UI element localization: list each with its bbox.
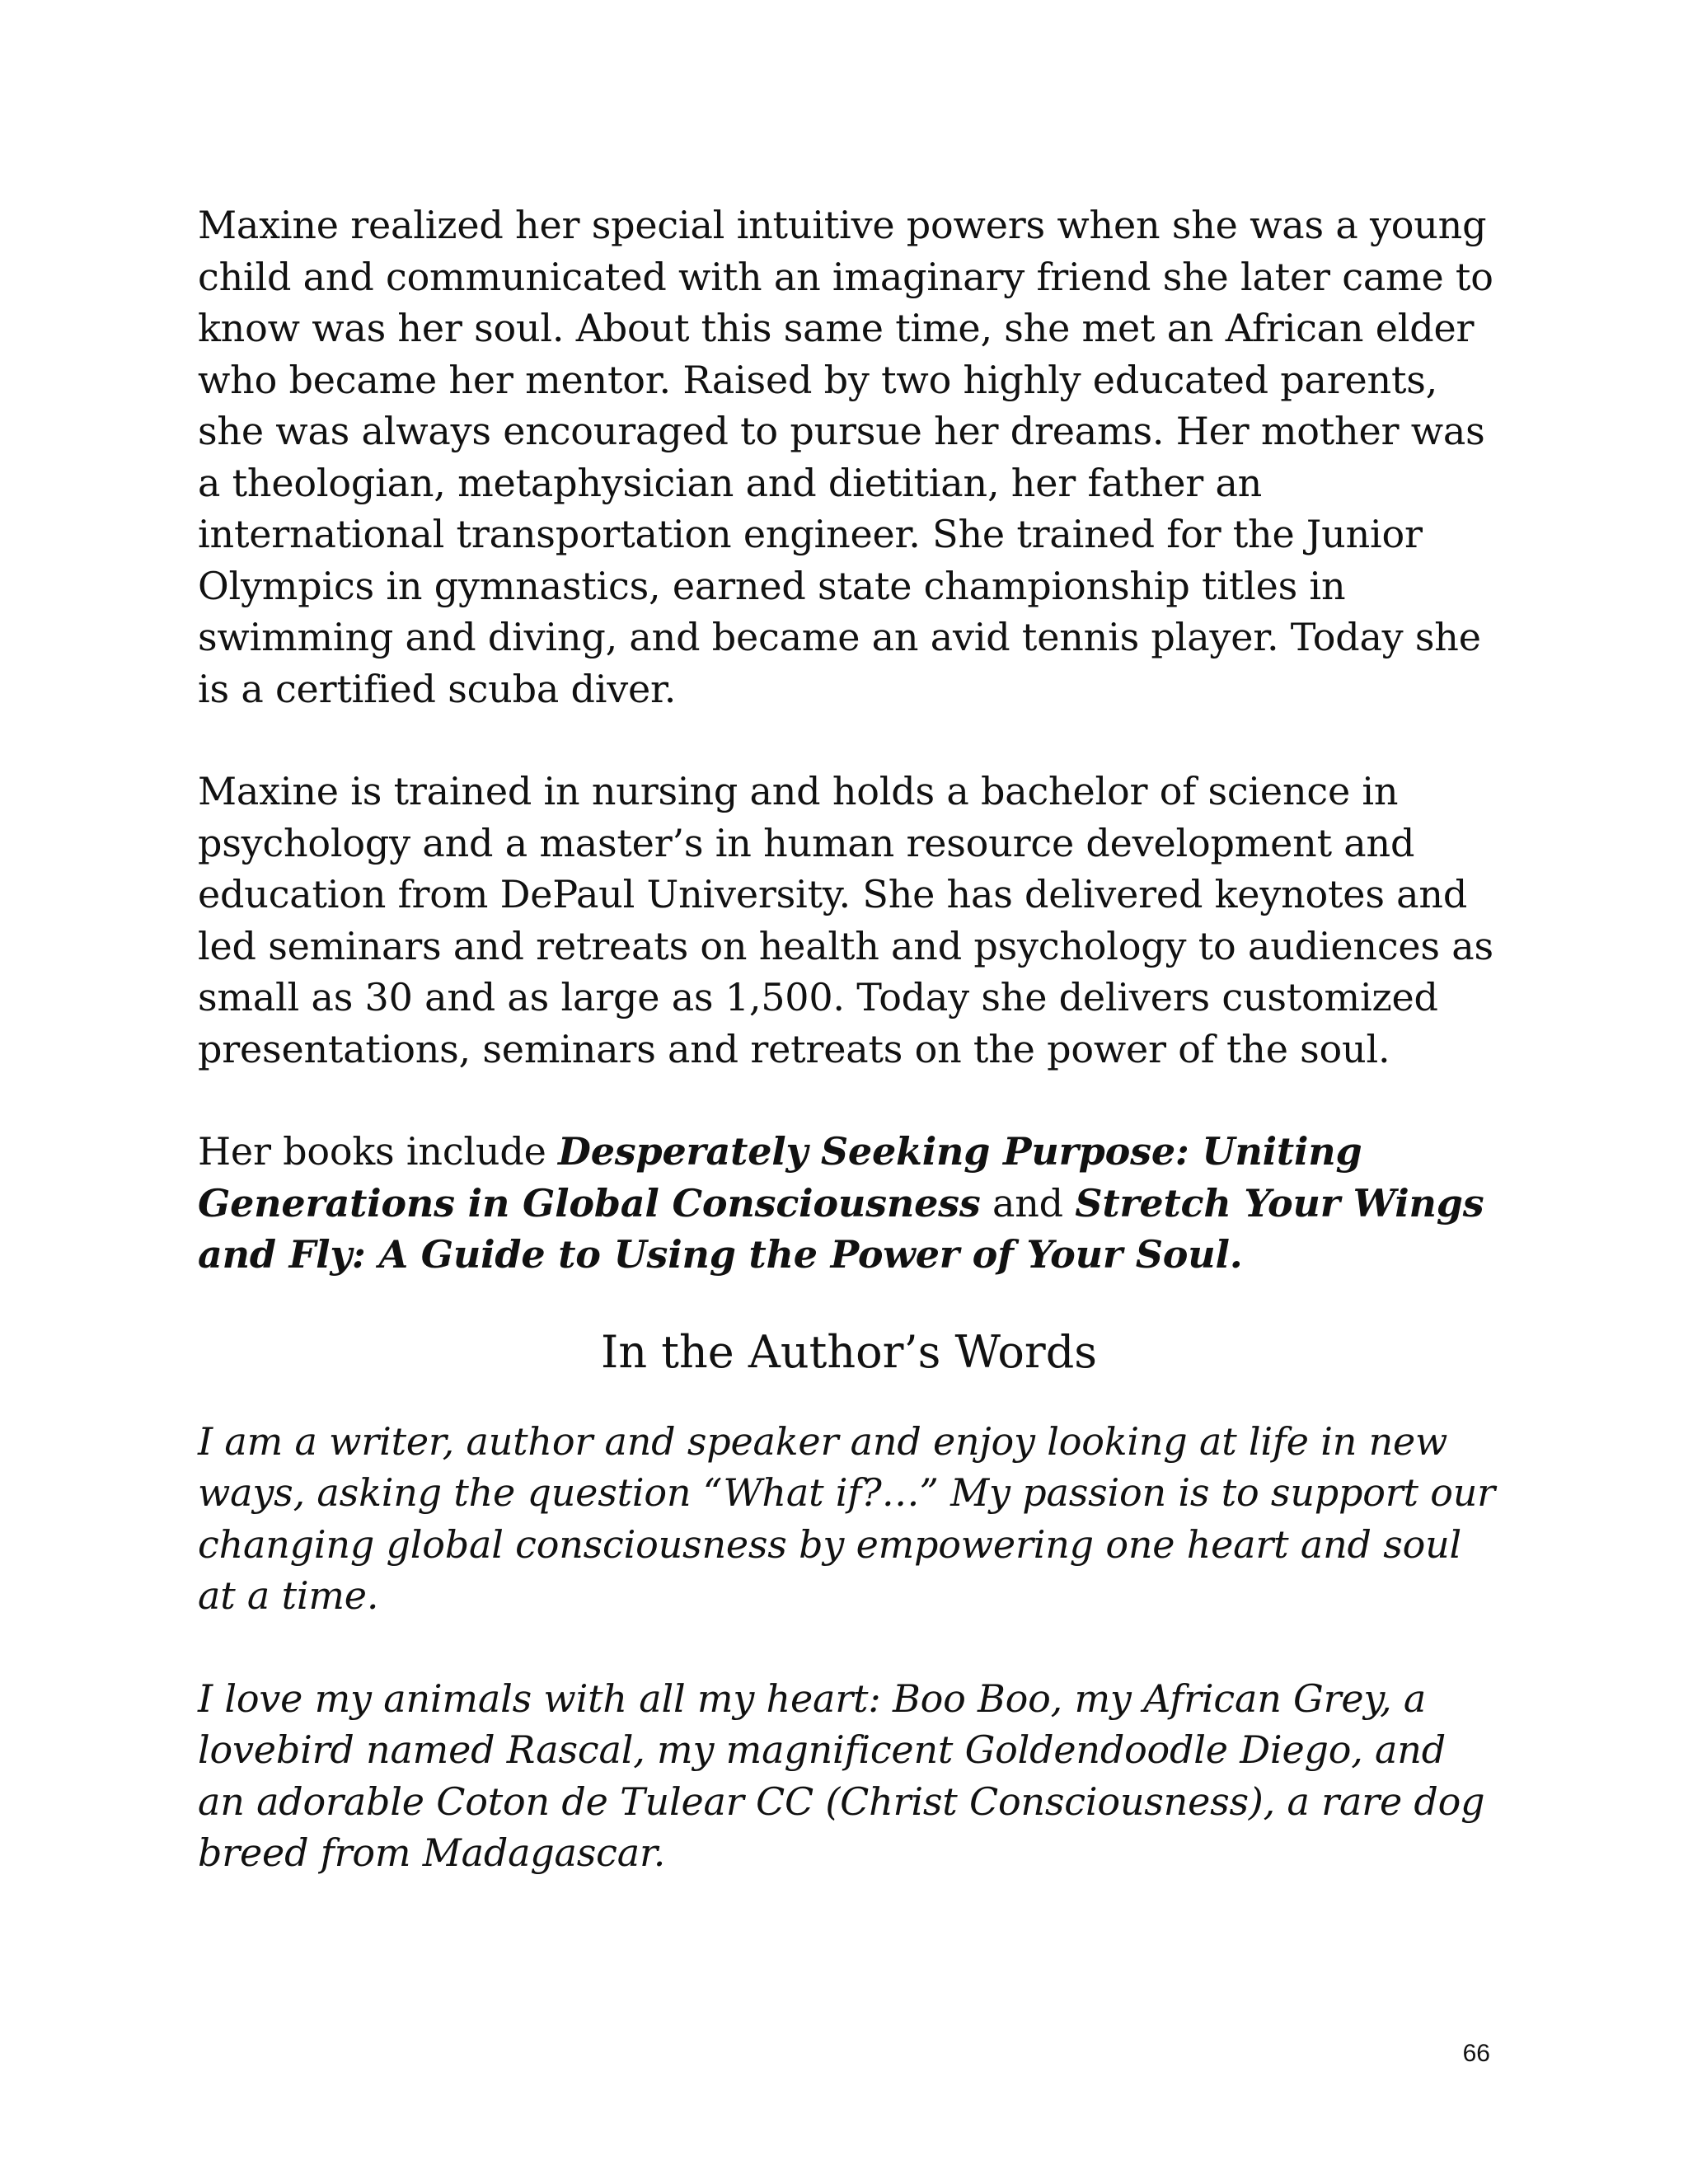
paragraph-spacer [198,1622,1500,1673]
section-heading: In the Author’s Words [601,1325,1097,1378]
biography-paragraph-1: Maxine realized her special intuitive powers when she was a young child and communicated with an imaginary friend she later came to know was her soul. About this same time, she met an African elder who became her mentor. Raised by two highly educated parents, she was always encouraged to pursue her dreams. Her mother was a theologian, metaphysician and dietitian, her father an international transportation engineer. She trained for the Junior Olympics in gymnastics, earned state championship titles in swimming and diving, and became an avid tennis player. Today she is a certified scuba diver. [198,203,1493,711]
page-number: 66 [1462,2040,1490,2067]
book-title-stretch-your-wings: Stretch Your Wings and Fly: A Guide to Using the Power of Your Soul. [198,1180,1484,1277]
page-content [198,199,1500,1879]
author-quote-paragraph-2: I love my animals with all my heart: Boo Boo, my African Grey, a lovebird named Rascal, my magnificent Goldendoodle Diego, and an adorable Coton de Tulear CC (Christ Consciousness), a rare dog breed from Madagascar. [198,1675,1485,1875]
paragraph-spacer [198,715,1500,766]
book-title-desperately-seeking-purpose: Desperately Seeking Purpose: Uniting Generations in Global Consciousness [198,1129,1362,1226]
books-connector-text: and [980,1180,1076,1226]
books-intro-text: Her books include [198,1129,559,1174]
paragraph-spacer [198,1075,1500,1126]
biography-paragraph-2: Maxine is trained in nursing and holds a bachelor of science in psychology and a master’s in human resource development and education from DePaul University. She has delivered keynotes and led seminars and retreats on health and psychology to audiences as small as 30 and as large as 1,500. Today she delivers customized presentations, seminars and retreats on the power of the soul. [198,769,1493,1071]
author-quote-paragraph-1: I am a writer, author and speaker and enjoy looking at life in new ways, asking the question “What if?…” My passion is to support our changing global consciousness by empowering one heart and soul at a time. [198,1418,1495,1618]
books-paragraph [198,1126,1500,1281]
